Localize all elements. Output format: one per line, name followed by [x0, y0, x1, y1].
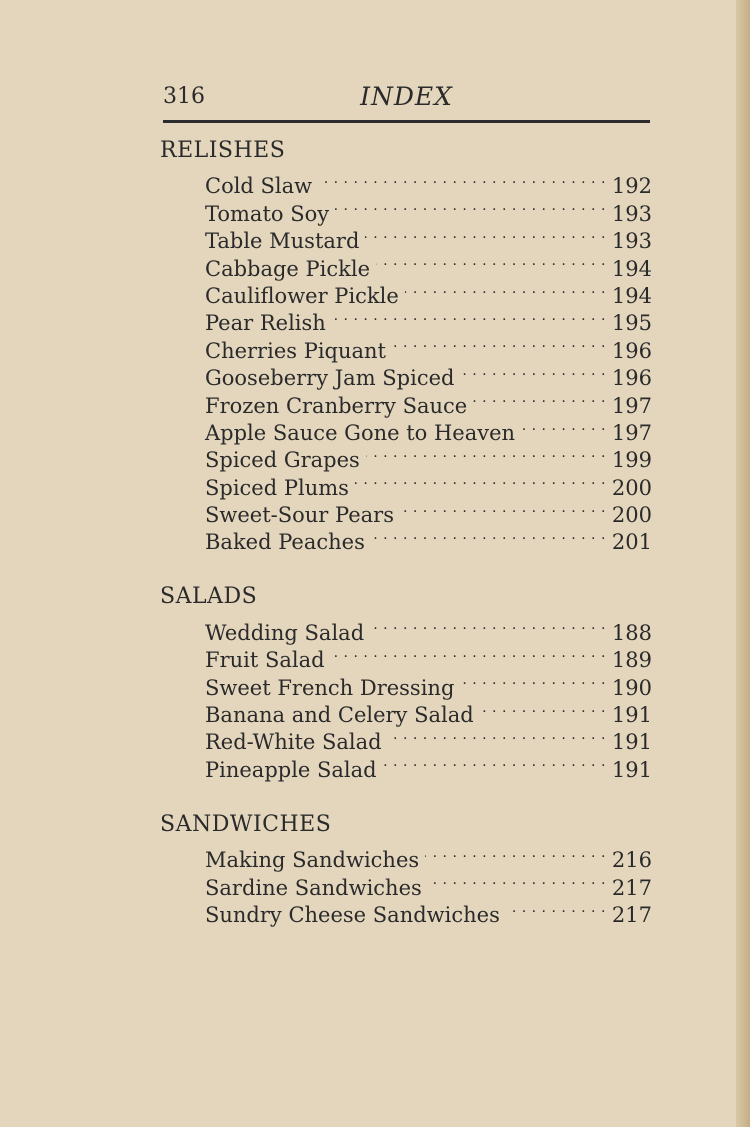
entry-name: Banana and Celery Salad: [205, 703, 474, 728]
entry-page: 191: [611, 730, 652, 755]
section-heading: SANDWICHES: [160, 811, 332, 837]
entry-page: 200: [611, 475, 652, 500]
entry-name: Cabbage Pickle: [205, 256, 371, 281]
entry-page: 196: [611, 366, 652, 391]
dot-leader: [428, 867, 606, 894]
dot-leader: [460, 667, 606, 694]
dot-leader: [383, 749, 606, 776]
dot-leader: [318, 166, 606, 193]
entry-name: Pear Relish: [205, 311, 326, 336]
entry-page: 188: [611, 620, 652, 645]
section-heading: RELISHES: [160, 138, 286, 163]
entry-page: 191: [611, 757, 652, 782]
dot-leader: [366, 440, 606, 467]
entry-page: 196: [611, 338, 652, 363]
entry-page: 194: [611, 283, 652, 308]
dot-leader: [365, 221, 606, 248]
dot-leader: [506, 895, 606, 922]
dot-leader: [392, 330, 606, 357]
dot-leader: [335, 193, 606, 220]
dot-leader: [480, 695, 606, 722]
entry-name: Cauliflower Pickle: [205, 283, 399, 308]
dot-leader: [370, 612, 606, 639]
entry-page: 193: [611, 201, 652, 226]
dot-leader: [521, 413, 606, 440]
section-salads: [160, 582, 652, 782]
entry-page: 216: [611, 848, 652, 873]
page-title: INDEX: [360, 82, 453, 111]
section-sandwiches: [160, 810, 652, 927]
entry-page: 217: [611, 902, 652, 927]
entry-name: Spiced Plums: [205, 475, 349, 500]
entry-name: Pineapple Salad: [205, 757, 377, 782]
index-entry: [205, 840, 652, 873]
entry-name: Frozen Cranberry Sauce: [205, 393, 468, 418]
entry-name: Apple Sauce Gone to Heaven: [205, 420, 516, 445]
entry-name: Wedding Salad: [205, 620, 365, 645]
index-entry: [205, 166, 652, 199]
entry-name: Red-White Salad: [205, 730, 382, 755]
dot-leader: [405, 276, 606, 303]
entry-page: 193: [611, 229, 652, 254]
dot-leader: [331, 640, 606, 667]
entry-page: 195: [611, 311, 652, 336]
section-heading: SALADS: [160, 584, 258, 610]
entry-name: Sweet-Sour Pears: [205, 503, 394, 528]
entry-name: Baked Peaches: [205, 530, 365, 555]
dot-leader: [388, 722, 606, 749]
dot-leader: [473, 385, 606, 412]
entry-page: 197: [611, 420, 652, 445]
header-rule: [163, 120, 650, 123]
page-number: 316: [163, 84, 205, 109]
dot-leader: [355, 467, 606, 494]
entry-name: Cherries Piquant: [205, 338, 386, 363]
entry-name: Sundry Cheese Sandwiches: [205, 902, 500, 927]
entry-name: Table Mustard: [205, 229, 360, 254]
entry-name: Spiced Grapes: [205, 448, 360, 473]
entry-page: 201: [611, 530, 652, 555]
entry-page: 191: [611, 703, 652, 728]
entry-name: Sardine Sandwiches: [205, 875, 422, 900]
entry-page: 190: [611, 675, 652, 700]
entry-name: Making Sandwiches: [205, 848, 420, 873]
dot-leader: [376, 248, 606, 275]
index-content: [160, 136, 652, 927]
entry-name: Sweet French Dressing: [205, 675, 455, 700]
entry-page: 192: [611, 174, 652, 199]
dot-leader: [332, 303, 606, 330]
section-relishes: [160, 136, 652, 555]
entry-name: Tomato Soy: [205, 201, 330, 226]
entry-page: 199: [611, 448, 652, 473]
dot-leader: [400, 495, 606, 522]
dot-leader: [460, 358, 605, 385]
index-entry: [205, 612, 652, 645]
dot-leader: [371, 522, 606, 549]
entry-name: Cold Slaw: [205, 174, 313, 199]
dot-leader: [425, 840, 606, 867]
page-header: [163, 80, 650, 114]
entry-page: 200: [611, 503, 652, 528]
entry-name: Gooseberry Jam Spiced: [205, 366, 455, 391]
entry-page: 194: [611, 256, 652, 281]
entry-name: Fruit Salad: [205, 648, 325, 673]
page-edge: [736, 0, 750, 1127]
entry-page: 189: [611, 648, 652, 673]
entry-page: 217: [611, 875, 652, 900]
entry-page: 197: [611, 393, 652, 418]
